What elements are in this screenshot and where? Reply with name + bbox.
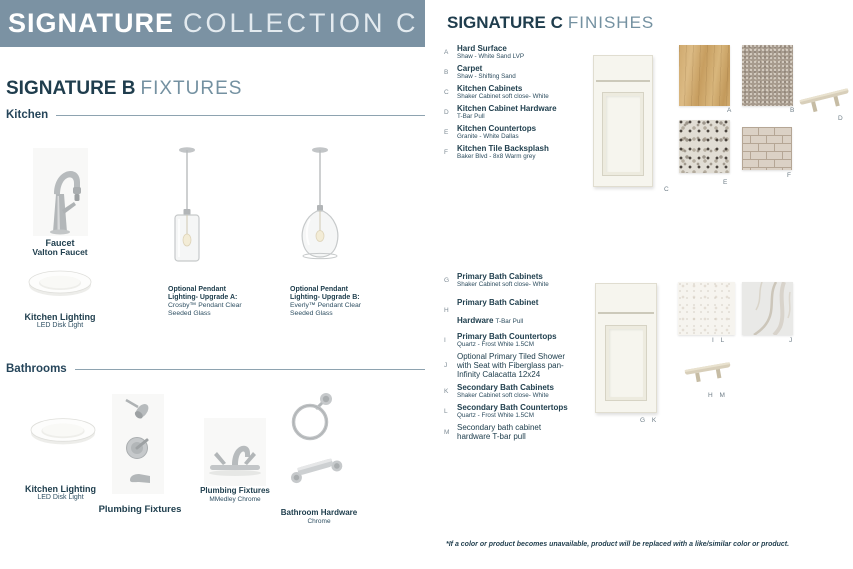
swatch-letter-f: F [787, 172, 791, 179]
page-header [0, 0, 425, 47]
finish-item-a: A Hard Surface Shaw - White Sand LVP [444, 44, 525, 60]
hard-surface-swatch [679, 45, 730, 106]
tbar-pull-hm-image [683, 355, 733, 387]
kitchen-lighting-caption: Kitchen Lighting LED Disk Light [24, 312, 96, 329]
bath-faucet-caption: Plumbing Fixtures MMedley Chrome [200, 486, 270, 503]
finish-item-f: F Kitchen Tile Backsplash Baker Blvd - 8x8 Warm grey [444, 144, 549, 160]
swatch-letter-d: D [838, 115, 843, 122]
finish-item-i: I Primary Bath Countertops Quartz - Frost White 1.5CM [444, 332, 557, 348]
shower-trim-image [112, 394, 164, 494]
bathrooms-heading: Bathrooms [6, 363, 425, 375]
kitchen-cabinet-door-image [593, 55, 653, 187]
kitchen-heading: Kitchen [6, 109, 425, 121]
bath-lighting-caption: Kitchen Lighting LED Disk Light [25, 484, 96, 501]
footnote: *If a color or product becomes unavailable, product will be replaced with a like/similar color or product. [446, 541, 790, 548]
marble-swatch [742, 282, 793, 335]
swatch-letter-gk: G K [640, 417, 657, 424]
granite-swatch [679, 120, 730, 173]
finish-item-m: M Secondary bath cabinet hardware T-bar pull [444, 423, 542, 441]
finish-item-b: B Carpet Shaw - Shifting Sand [444, 64, 516, 80]
carpet-swatch [742, 45, 793, 106]
page-title-bold: SIGNATURE [8, 8, 175, 38]
kitchen-disk-light-image [28, 268, 92, 298]
swatch-letter-hm: H M [708, 392, 725, 399]
bath-hardware-caption: Bathroom Hardware Chrome [280, 508, 358, 525]
finish-item-d: D Kitchen Cabinet Hardware T-Bar Pull [444, 104, 557, 120]
toilet-paper-holder-image [284, 442, 346, 490]
swatch-letter-b: B [790, 107, 795, 114]
finish-item-c: C Kitchen Cabinets Shaker Cabinet soft close- White [444, 84, 549, 100]
cabinet-door-panel [596, 85, 650, 184]
cabinet-drawer-front [598, 286, 654, 314]
page-title-light: COLLECTION C [183, 8, 419, 38]
bath-disk-light-image [30, 415, 96, 447]
pendant-b-image [292, 145, 348, 277]
bath-faucet-image [204, 418, 266, 486]
swatch-letter-c: C [664, 186, 669, 193]
cabinet-drawer-front [596, 58, 650, 82]
finish-item-e: E Kitchen Countertops Granite - White Dallas [444, 124, 537, 140]
shower-caption: Plumbing Fixtures [98, 504, 182, 515]
kitchen-faucet-caption: Faucet Valton Faucet [32, 238, 88, 257]
pendant-a-image [159, 145, 215, 277]
pendant-b-caption: Optional Pendant Lighting- Upgrade B: Everly™ Pendant Clear Seeded Glass [290, 286, 362, 317]
finish-item-j: J Optional Primary Tiled Shower with Seat with Fiberglass pan- Infinity Calacatta 12x24 [444, 352, 566, 379]
finish-item-g: G Primary Bath Cabinets Shaker Cabinet soft close- White [444, 272, 549, 288]
tbar-pull-d-image [798, 82, 852, 118]
kitchen-faucet-image [33, 148, 88, 236]
pendant-a-caption: Optional Pendant Lighting- Upgrade A: Crosby™ Pendant Clear Seeded Glass [168, 286, 242, 317]
swatch-letter-e: E [723, 179, 728, 186]
finish-item-k: K Secondary Bath Cabinets Shaker Cabinet soft close- White [444, 383, 554, 399]
finish-item-l: L Secondary Bath Countertops Quartz - Frost White 1.5CM [444, 403, 568, 419]
tile-backsplash-swatch [742, 127, 792, 170]
bath-cabinet-door-image [595, 283, 657, 413]
divider-line [56, 115, 425, 116]
swatch-letter-il: I L [712, 337, 725, 344]
towel-ring-image [288, 390, 336, 444]
finishes-section-title: SIGNATURE C FINISHES [447, 13, 655, 32]
fixtures-section-title: SIGNATURE B FIXTURES [6, 78, 243, 99]
finishes-list-bottom [444, 272, 572, 445]
swatch-letter-a: A [727, 107, 732, 114]
divider-line [75, 369, 425, 370]
finish-item-h: H Primary Bath Cabinet Hardware T-Bar Pull [444, 298, 539, 325]
swatch-letter-j: J [789, 337, 793, 344]
cabinet-door-panel [598, 317, 654, 410]
quartz-swatch [678, 282, 735, 335]
